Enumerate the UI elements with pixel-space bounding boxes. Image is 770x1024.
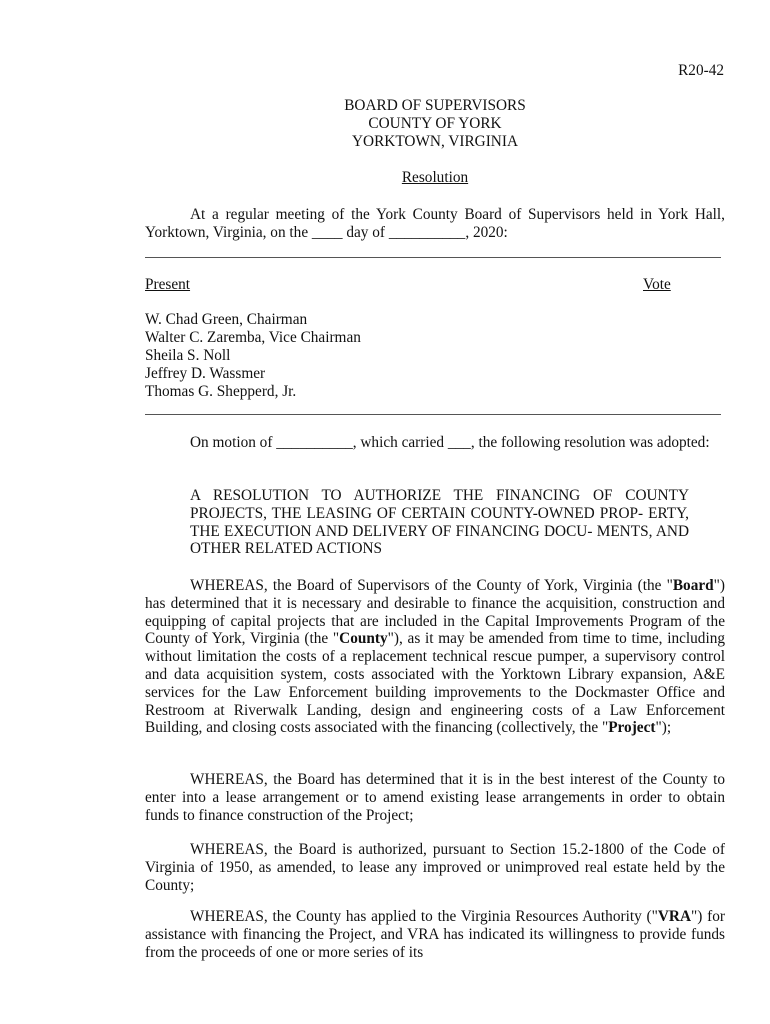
whereas-1-text: "); (655, 719, 672, 737)
divider-top (145, 257, 721, 258)
whereas-paragraph-3: WHEREAS, the Board is authorized, pursuant to Section 15.2-1800 of the Code of Virginia of 1950, as amended, to lease any improved or unimproved real estate held by the County; (145, 841, 725, 894)
defined-term-vra: VRA (657, 908, 692, 925)
member-item: Walter C. Zaremba, Vice Chairman (145, 329, 361, 346)
whereas-4-text: ") for assistance with financing the Project, and VRA has indicated its willingness to provide funds from the proceeds of one or more series of its (145, 908, 725, 961)
defined-term-project: Project (608, 719, 656, 737)
member-item: W. Chad Green, Chairman (145, 311, 308, 328)
header-line-board: BOARD OF SUPERVISORS (344, 97, 526, 114)
members-list (145, 311, 361, 401)
whereas-1-text: "), as it may be amended from time to time, including without limitation the costs of a replacement technical rescue pumper, a supervisory control and data acquisition system, costs associated with the Yorktown Library expansion, A&E services for the Law Enforcement building improvements to the Dockmaster Office and Restroom at Riverwalk Landing, design and engineering costs of a Law Enforcement Building, and closing costs associated with the financing (collectively, the " (145, 630, 725, 737)
present-heading: Present (145, 276, 191, 293)
whereas-4-text: WHEREAS, the County has applied to the Virginia Resources Authority (" (190, 908, 658, 925)
resolution-label: Resolution (401, 169, 469, 186)
whereas-1-text: ") has determined that it is necessary and desirable to finance the acquisition, construction and equipping of capital projects that are included in the Capital Improvements Program of the County of York, Virginia (the " (145, 577, 725, 648)
document-header (0, 97, 770, 151)
defined-term-board: Board (672, 577, 714, 594)
whereas-paragraph-1 (145, 577, 725, 737)
header-line-location: YORKTOWN, VIRGINIA (352, 133, 518, 150)
document-number: R20-42 (678, 62, 724, 79)
member-item: Thomas G. Shepperd, Jr. (145, 383, 297, 400)
divider-bottom (145, 414, 721, 415)
member-item: Jeffrey D. Wassmer (145, 365, 266, 382)
vote-heading: Vote (643, 276, 671, 293)
whereas-paragraph-4 (145, 908, 725, 961)
intro-paragraph: At a regular meeting of the York County Board of Supervisors held in York Hall, Yorktown, Virginia, on the ____ day of __________, 2020: (145, 206, 725, 241)
member-item: Sheila S. Noll (145, 347, 231, 364)
whereas-paragraph-2: WHEREAS, the Board has determined that it is in the best interest of the County to enter into a lease arrangement or to amend existing lease arrangements in order to obtain funds to finance construction of the Project; (145, 771, 725, 824)
defined-term-county: County (339, 630, 388, 648)
whereas-1-text: WHEREAS, the Board of Supervisors of the County of York, Virginia (the " (190, 577, 673, 594)
motion-paragraph: On motion of __________, which carried ___, the following resolution was adopted: (190, 434, 710, 451)
resolution-title: A RESOLUTION TO AUTHORIZE THE FINANCING OF COUNTY PROJECTS, THE LEASING OF CERTAIN COUNTY-OWNED PROP- ERTY, THE EXECUTION AND DELIVERY OF FINANCING DOCU- MENTS, AND OTHER RELATED ACTIONS (190, 487, 689, 558)
header-line-county: COUNTY OF YORK (368, 115, 502, 132)
